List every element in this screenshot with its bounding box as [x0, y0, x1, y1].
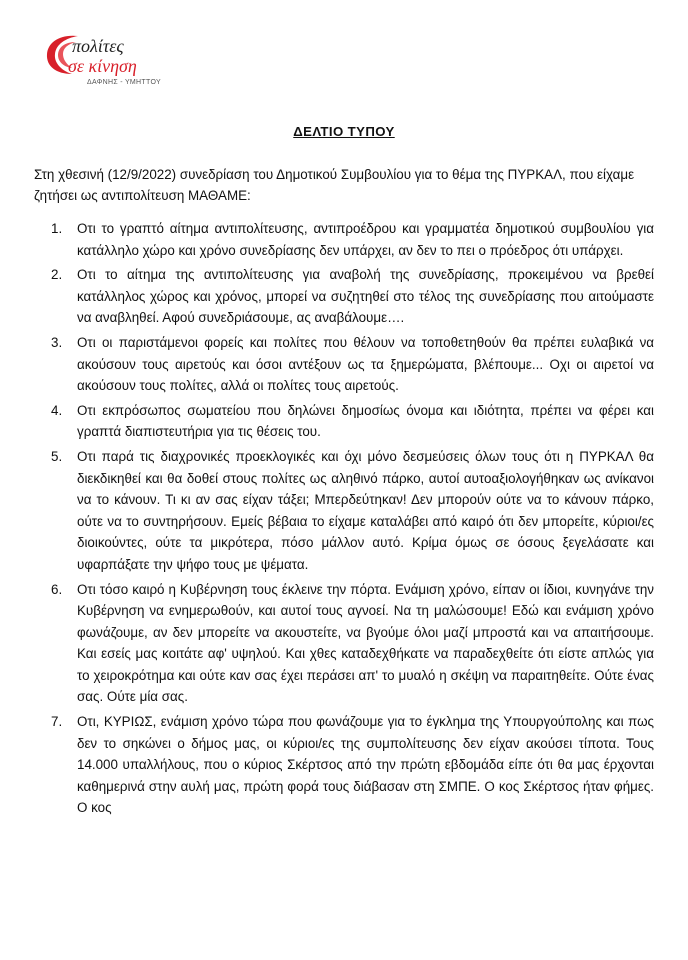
logo	[42, 28, 162, 90]
logo-text-line3: ΔΑΦΝΗΣ - ΥΜΗΤΤΟΥ	[87, 79, 161, 86]
list-item-number: 3.	[51, 334, 63, 350]
list-item-text: Οτι παρά τις διαχρονικές προεκλογικές και όχι μόνο δεσμεύσεις όλων τους ότι η ΠΥΡΚΑΛ θα διεκδικηθεί και θα δοθεί στους πολίτες ως αληθινό πάρκο, αυτοί αυτοαξιολογήθηκαν ως ανίκανοι να το κάνουν. Τι κι αν σας είχαν τάξει; Μπερδεύτηκαν! Δεν μπορούν ούτε να το κάνουν πάρκο, ούτε να το συντηρήσουν. Εμείς βέβαια το είχαμε καταλάβει από καιρό ότι δεν μπορείτε, κύριοι/ες διοικούντες, ούτε τα μικρότερα, πόσο μάλλον αυτό. Κρίμα όμως σε όσους ξεγελάσατε και υφαρπάξατε την ψήφο τους με ψέματα.	[77, 448, 654, 572]
statement-list	[34, 218, 654, 822]
list-item-number: 1.	[51, 221, 63, 236]
logo-text-line1: πολίτες	[72, 36, 124, 56]
list-item	[34, 264, 654, 329]
list-item-text: Οτι εκπρόσωπος σωματείου που δηλώνει δημοσίως όνομα και ιδιότητα, πρέπει να φέρει και γραπτά διαπιστευτήρια για τις θέσεις του.	[77, 402, 654, 440]
logo-text-line2: σε κίνηση	[68, 56, 137, 76]
list-item-number: 4.	[51, 402, 63, 418]
list-item-number: 5.	[51, 448, 63, 464]
list-item-text: Οτι το γραπτό αίτημα αντιπολίτευσης, αντιπροέδρου και γραμματέα δημοτικού συμβουλίου για κατάλληλο χώρο και χρόνο συνεδρίασης δεν υπάρχει, αν δεν το πει ο πρόεδρος ότι υπάρχει.	[77, 221, 654, 258]
list-item	[34, 400, 654, 443]
list-item-text: Οτι το αίτημα της αντιπολίτευσης για αναβολή της συνεδρίασης, προκειμένου να βρεθεί κατάλληλος χώρος και χρόνος, μπορεί να συζητηθεί στο τέλος της συνεδρίασης που αιτούμαστε να αναβληθεί. Αφού συνεδριάσουμε, ας αναβάλουμε….	[77, 267, 654, 326]
list-item-text: Οτι τόσο καιρό η Κυβέρνηση τους έκλεινε την πόρτα. Ενάμιση χρόνο, είπαν οι ίδιοι, κυνηγάνε την Κυβέρνηση να ενημερωθούν, και αυτοί τους αγνοεί. Να τη μαλώσουμε! Εδώ και ενάμιση χρόνο φωνάζουμε, αν δεν μπορείτε να ακουστείτε, να βγούμε όλοι μαζί μπροστά και να απαιτήσουμε. Και εσείς μας κοιτάτε αφ' υψηλού. Και χθες καταδεχθήκατε να παραδεχθείτε ότι είστε απλώς για το χειροκρότημα και ούτε καν σας έχει περάσει απ' το μυαλό η σκέψη να παραιτηθείτε. Ούτε ένας σας. Ούτε μία σας.	[77, 581, 654, 705]
intro-paragraph: Στη χθεσινή (12/9/2022) συνεδρίαση του Δημοτικού Συμβουλίου για το θέμα της ΠΥΡΚΑΛ, που είχαμε ζητήσει ως αντιπολίτευση ΜΑΘΑΜΕ:	[34, 167, 635, 203]
list-item	[34, 579, 654, 709]
list-item	[34, 332, 654, 397]
list-item	[34, 446, 654, 576]
document-title: ΔΕΛΤΙΟ ΤΥΠΟΥ	[293, 124, 395, 139]
list-item-number: 7.	[51, 714, 63, 730]
list-item	[34, 711, 654, 819]
list-item-number: 6.	[51, 581, 63, 597]
list-item	[34, 218, 654, 261]
list-item-text: Οτι οι παριστάμενοι φορείς και πολίτες που θέλουν να τοποθετηθούν θα πρέπει ευλαβικά να ακούσουν τους αιρετούς και όσοι αντέξουν ως τα ξημερώματα, βλέπουμε... Οχι οι αιρετοί να ακούσουν τους πολίτες, αλλά οι πολίτες τους αιρετούς.	[77, 334, 654, 394]
list-item-number: 2.	[51, 267, 63, 283]
list-item-text: Οτι, ΚΥΡΙΩΣ, ενάμιση χρόνο τώρα που φωνάζουμε για το έγκλημα της Υπουργούπολης και πως δεν το σηκώνει ο δήμος μας, οι κύριοι/ες της συμπολίτευσης δεν είχαν ακούσει τίποτα. Τους 14.000 υπαλλήλους, που ο κύριος Σκέρτσος από την πρώτη εβδομάδα είπε ότι θα μας έρχονται καθημερινά στην αυλή μας, πρώτη φορά τους διάβασαν στη ΣΜΠΕ. Ο κος Σκέρτσος ήταν φήμες. Ο κος	[77, 714, 654, 816]
